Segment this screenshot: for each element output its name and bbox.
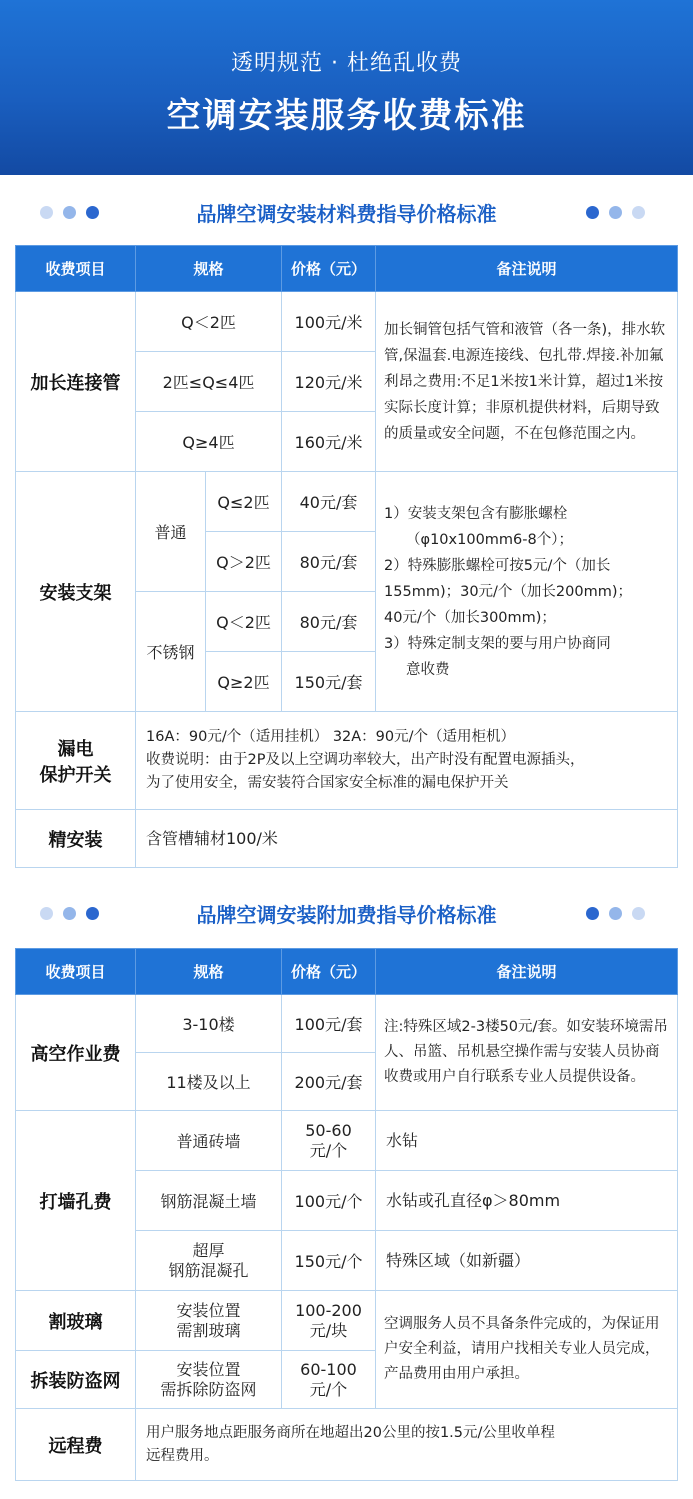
- remote-line: 远程费用。: [146, 1447, 219, 1464]
- price-cell: [282, 1111, 376, 1171]
- dot-icon: [586, 206, 599, 219]
- header-price: 价格（元）: [282, 246, 376, 292]
- table-row: [16, 995, 678, 1053]
- header-item: 收费项目: [16, 246, 136, 292]
- table-row: [16, 292, 678, 352]
- price-cell: 100元/个: [282, 1171, 376, 1231]
- price-line: 60-100: [300, 1359, 357, 1379]
- spec-cell: 11楼及以上: [136, 1053, 282, 1111]
- note-line: 40元/个（加长300mm)；: [384, 609, 556, 626]
- section1-heading: [0, 192, 693, 232]
- table-row: [16, 1291, 678, 1351]
- price-cell: 40元/套: [282, 472, 376, 532]
- spec-cell: Q＜2匹: [136, 292, 282, 352]
- row-item-fine: 精安装: [16, 810, 136, 868]
- price-cell: 160元/米: [282, 412, 376, 472]
- note-cell-pipe: 加长铜管包括气管和液管（各一条)，排水软管,保温套.电源连接线、包扎带.焊接.补加氟利昂之费用:不足1米按1米计算，超过1米按实际长度计算；非原机提供材料，后期导致的质量或安全问题，不在包修范围之内。: [376, 292, 678, 472]
- row-item-drill: 打墙孔费: [16, 1111, 136, 1291]
- spec-cell: Q≤2匹: [206, 472, 282, 532]
- price-line: 50-60: [305, 1120, 352, 1140]
- note-cell: 水钻或孔直径φ＞80mm: [376, 1171, 678, 1231]
- price-cell: 150元/套: [282, 652, 376, 712]
- leak-line: 为了使用安全，需安装符合国家安全标准的漏电保护开关: [146, 775, 509, 791]
- section2-title: 品牌空调安装附加费指导价格标准: [196, 903, 497, 927]
- banner-subtitle: 透明规范 · 杜绝乱收费: [231, 51, 462, 76]
- bracket-type-cell: 不锈钢: [136, 592, 206, 712]
- note-line: 2）特殊膨胀螺栓可按5元/个（加长: [384, 557, 611, 574]
- banner-title: 空调安装服务收费标准: [166, 96, 527, 136]
- note-line: 155mm)；30元/个（加长200mm)；: [384, 583, 633, 600]
- spec-cell: 2匹≤Q≤4匹: [136, 352, 282, 412]
- spec-line: 需拆除防盗网: [160, 1379, 257, 1399]
- price-cell: 100元/米: [282, 292, 376, 352]
- table-row: [16, 1111, 678, 1171]
- item-line: 保护开关: [39, 764, 112, 786]
- spec-cell: [136, 1351, 282, 1409]
- price-line: 元/个: [309, 1379, 348, 1399]
- price-cell: 150元/个: [282, 1231, 376, 1291]
- price-cell: 120元/米: [282, 352, 376, 412]
- fine-description: 含管槽辅材100/米: [136, 810, 678, 868]
- table-row: [16, 810, 678, 868]
- spec-cell: 钢筋混凝土墙: [136, 1171, 282, 1231]
- dot-icon: [632, 907, 645, 920]
- bracket-type-cell: 普通: [136, 472, 206, 592]
- note-line: 3）特殊定制支架的要与用户协商同: [384, 635, 611, 652]
- note-line: 1）安装支架包含有膨胀螺栓: [384, 505, 568, 522]
- price-cell: 200元/套: [282, 1053, 376, 1111]
- spec-cell: Q＜2匹: [206, 592, 282, 652]
- price-cell: [282, 1291, 376, 1351]
- spec-line: 超厚: [192, 1240, 225, 1260]
- header-spec: 规格: [136, 949, 282, 995]
- price-cell: 100元/套: [282, 995, 376, 1053]
- spec-cell: Q≥4匹: [136, 412, 282, 472]
- spec-line: 安装位置: [176, 1359, 241, 1379]
- additional-fee-table: [15, 948, 678, 1481]
- remote-description: [136, 1409, 678, 1481]
- row-item-pipe: 加长连接管: [16, 292, 136, 472]
- row-item-remote: 远程费: [16, 1409, 136, 1481]
- note-cell: 水钻: [376, 1111, 678, 1171]
- note-line: （φ10x100mm6-8个）；: [406, 531, 573, 548]
- price-cell: [282, 1351, 376, 1409]
- table-header-row: [16, 246, 678, 292]
- spec-cell: 普通砖墙: [136, 1111, 282, 1171]
- item-line: 漏电: [57, 738, 94, 760]
- note-cell-glass-guard: 空调服务人员不具备条件完成的，为保证用户安全利益，请用户找相关专业人员完成，产品费用由用户承担。: [376, 1291, 678, 1409]
- decorative-dots-right: [586, 907, 645, 920]
- dot-icon: [609, 206, 622, 219]
- price-line: 元/个: [309, 1140, 348, 1160]
- dot-icon: [609, 907, 622, 920]
- price-line: 100-200: [295, 1300, 362, 1320]
- header-banner: [0, 0, 693, 175]
- spec-line: 安装位置: [176, 1300, 241, 1320]
- note-cell: 特殊区域（如新疆）: [376, 1231, 678, 1291]
- decorative-dots-right: [586, 206, 645, 219]
- note-cell-aerial: 注:特殊区域2-3楼50元/套。如安装环境需吊人、吊篮、吊机悬空操作需与安装人员协商收费或用户自行联系专业人员提供设备。: [376, 995, 678, 1111]
- row-item-glass: 割玻璃: [16, 1291, 136, 1351]
- table-row: [16, 712, 678, 810]
- spec-cell: Q＞2匹: [206, 532, 282, 592]
- spec-cell: [136, 1231, 282, 1291]
- materials-fee-table: [15, 245, 678, 868]
- header-spec: 规格: [136, 246, 282, 292]
- dot-icon: [586, 907, 599, 920]
- spec-line: 钢筋混凝孔: [168, 1260, 249, 1280]
- header-item: 收费项目: [16, 949, 136, 995]
- spec-cell: Q≥2匹: [206, 652, 282, 712]
- header-price: 价格（元）: [282, 949, 376, 995]
- table-row: [16, 1409, 678, 1481]
- spec-cell: [136, 1291, 282, 1351]
- price-cell: 80元/套: [282, 592, 376, 652]
- spec-line: 需割玻璃: [176, 1320, 241, 1340]
- section2-heading: [0, 893, 693, 933]
- note-cell-bracket: [376, 472, 678, 712]
- header-note: 备注说明: [376, 949, 678, 995]
- table-header-row: [16, 949, 678, 995]
- leak-description: [136, 712, 678, 810]
- table-row: [16, 472, 678, 532]
- row-item-guard: 拆装防盗网: [16, 1351, 136, 1409]
- row-item-bracket: 安装支架: [16, 472, 136, 712]
- price-line: 元/块: [309, 1320, 348, 1340]
- note-line: 意收费: [406, 661, 450, 678]
- leak-line: 16A：90元/个（适用挂机） 32A：90元/个（适用柜机）: [146, 729, 516, 745]
- row-item-leak: [16, 712, 136, 810]
- remote-line: 用户服务地点距服务商所在地超出20公里的按1.5元/公里收单程: [146, 1424, 555, 1441]
- leak-line: 收费说明：由于2P及以上空调功率较大，出产时没有配置电源插头，: [146, 752, 585, 768]
- dot-icon: [632, 206, 645, 219]
- section1-title: 品牌空调安装材料费指导价格标准: [196, 202, 497, 226]
- spec-cell: 3-10楼: [136, 995, 282, 1053]
- header-note: 备注说明: [376, 246, 678, 292]
- row-item-aerial: 高空作业费: [16, 995, 136, 1111]
- price-cell: 80元/套: [282, 532, 376, 592]
